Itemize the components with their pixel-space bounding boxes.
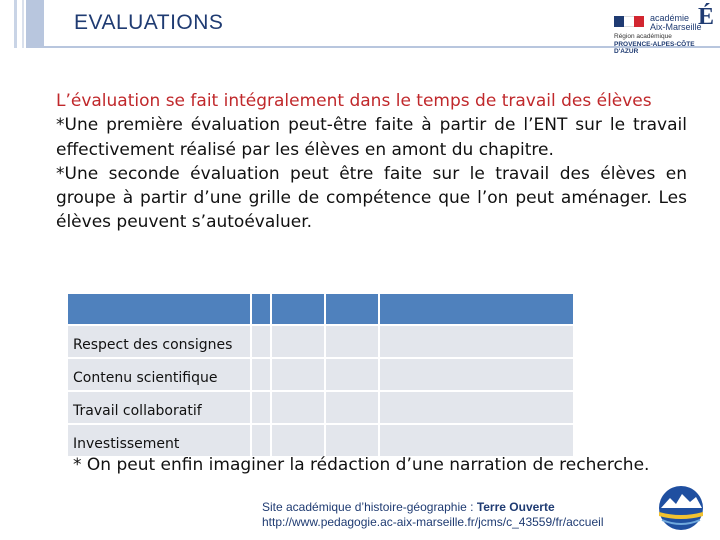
grid-row-label: Respect des consignes xyxy=(67,325,251,358)
grid-cell xyxy=(325,325,379,358)
grid-cell xyxy=(325,391,379,424)
grid-cell xyxy=(271,391,326,424)
grid-row-label: Travail collaboratif xyxy=(67,391,251,424)
grid-header-cell xyxy=(251,293,271,325)
intro-text: L’évaluation se fait intégralement dans le temps de travail des élèves xyxy=(56,91,652,111)
grid-row-label: Investissement xyxy=(67,424,251,457)
logo-text: académie Aix-Marseille xyxy=(650,13,702,32)
grid-header-cell xyxy=(271,293,326,325)
closing-text: * On peut enfin imaginer la rédaction d’une narration de recherche. xyxy=(73,455,650,475)
grid-row xyxy=(67,358,574,391)
grid-cell xyxy=(379,391,574,424)
point-1: *Une première évaluation peut-être faite à partir de l’ENT sur le travail effectivement réalisé par les élèves en amont du chapitre. xyxy=(56,115,687,160)
grid-cell xyxy=(271,358,326,391)
grid-cell xyxy=(379,325,574,358)
academy-logo xyxy=(612,4,715,55)
grid-cell xyxy=(379,358,574,391)
decor-bar xyxy=(22,0,24,48)
grid-header-cell xyxy=(67,293,251,325)
grid-cell xyxy=(251,325,271,358)
point-2: *Une seconde évaluation peut être faite sur le travail des élèves en groupe à partir d’une grille de compétence que l’on peut aménager. Les élèves peuvent s’autoévaluer. xyxy=(56,163,687,233)
grid-header-cell xyxy=(379,293,574,325)
grid-cell xyxy=(325,358,379,391)
grid-cell xyxy=(251,358,271,391)
grid-header-row xyxy=(67,293,574,325)
site-credit xyxy=(262,500,555,514)
decor-bar xyxy=(26,0,44,48)
grid-cell xyxy=(271,325,326,358)
grid-header-cell xyxy=(325,293,379,325)
logo-letter: É xyxy=(698,4,715,30)
flag-icon xyxy=(614,16,644,27)
globe-logo-icon xyxy=(652,482,710,532)
competence-grid xyxy=(66,292,575,458)
page-title: EVALUATIONS xyxy=(74,11,224,34)
site-prefix: Site académique d’histoire-géographie : xyxy=(262,500,477,514)
logo-region: Région académique PROVENCE-ALPES-CÔTE D'AZUR xyxy=(614,33,695,55)
grid-row xyxy=(67,325,574,358)
grid-row xyxy=(67,391,574,424)
site-name: Terre Ouverte xyxy=(476,500,555,514)
site-url-link[interactable]: http://www.pedagogie.ac-aix-marseille.fr/jcms/c_43559/fr/accueil xyxy=(262,515,604,529)
decor-bar xyxy=(14,0,17,48)
main-text xyxy=(56,89,687,235)
grid-cell xyxy=(251,391,271,424)
grid-row-label: Contenu scientifique xyxy=(67,358,251,391)
